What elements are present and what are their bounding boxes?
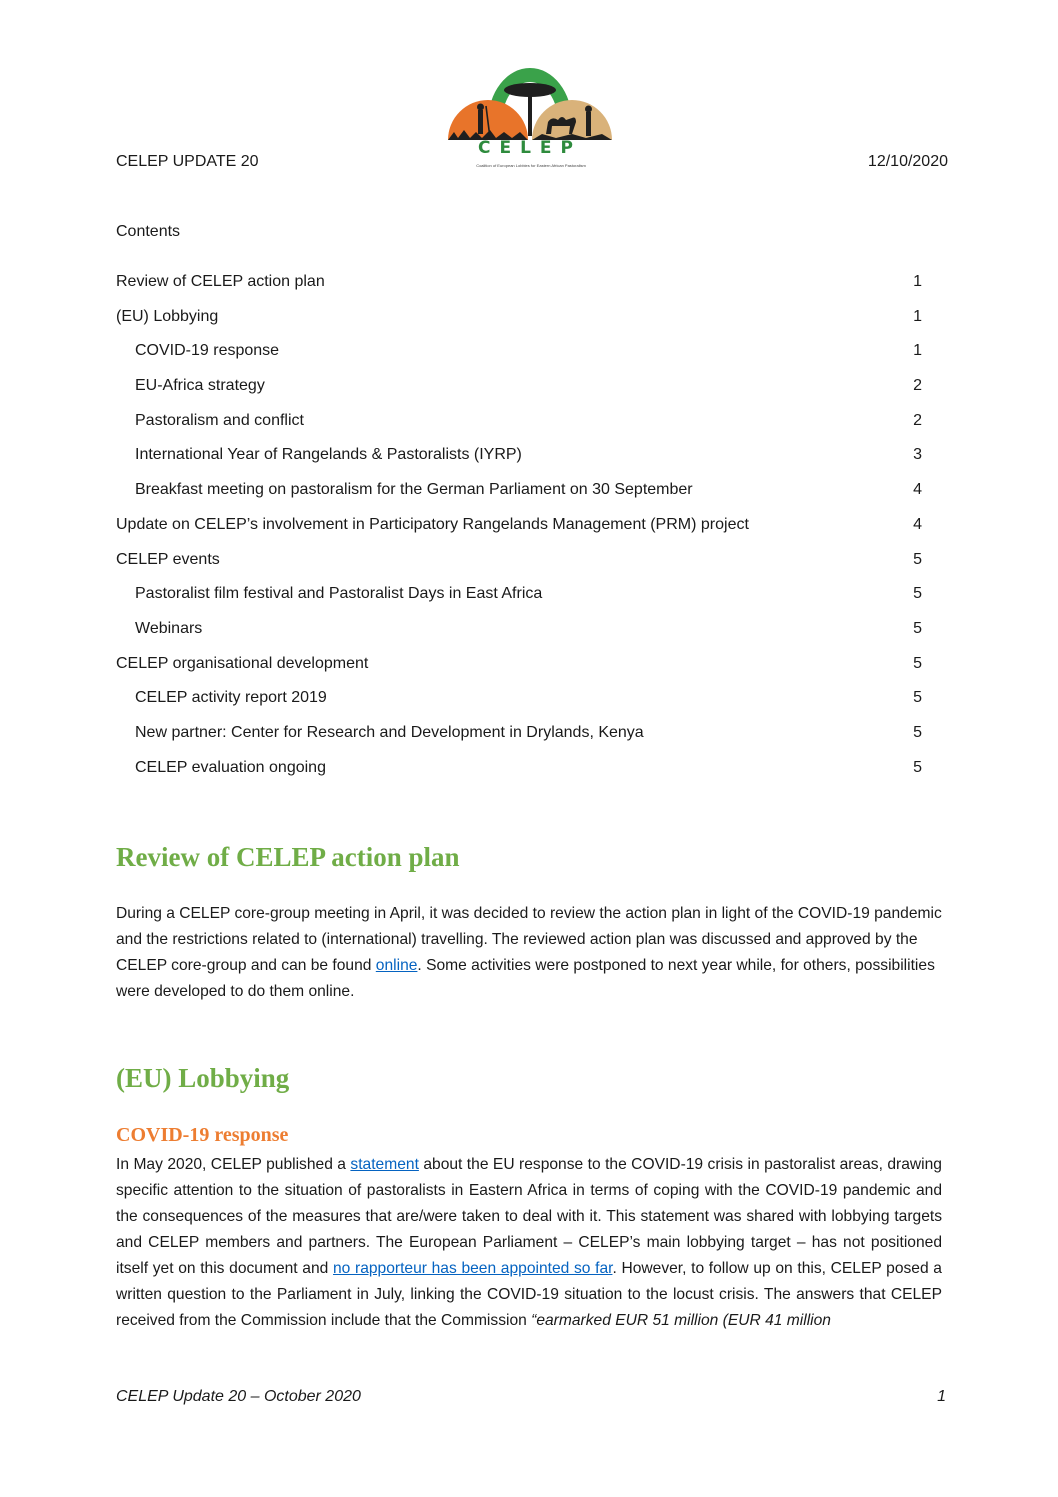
- toc-entry-label: (EU) Lobbying: [116, 307, 219, 325]
- toc-entry[interactable]: [116, 270, 922, 305]
- toc-entry-label: International Year of Rangelands & Pastoralists (IYRP): [135, 446, 522, 464]
- covid-text-1: In May 2020, CELEP published a: [116, 1156, 351, 1173]
- toc-entry-label: CELEP activity report 2019: [135, 689, 327, 707]
- logo-wordmark: CELEP: [478, 138, 582, 158]
- toc-entry-page: 5: [913, 654, 922, 672]
- toc-entry-label: CELEP evaluation ongoing: [135, 758, 326, 776]
- toc-entry[interactable]: [116, 374, 922, 409]
- toc-entry-label: Update on CELEP’s involvement in Participatory Rangelands Management (PRM) project: [116, 515, 749, 533]
- toc-entry-page: 4: [913, 481, 922, 499]
- header-title: CELEP UPDATE 20: [116, 153, 259, 170]
- toc-entry-page: 2: [913, 377, 922, 395]
- toc-entry-page: 5: [913, 619, 922, 637]
- toc-title: Contents: [116, 223, 181, 240]
- toc-entry-label: Pastoralism and conflict: [135, 411, 304, 429]
- celep-logo: [446, 62, 614, 174]
- toc-entry-label: Breakfast meeting on pastoralism for the German Parliament on 30 September: [135, 481, 693, 499]
- subheading-covid-response: COVID-19 response: [116, 1124, 289, 1146]
- toc-entry[interactable]: [116, 756, 922, 791]
- footer-title: CELEP Update 20 – October 2020: [116, 1388, 361, 1405]
- toc-entry[interactable]: [116, 652, 922, 687]
- covid-text-2: about the EU response to the COVID-19 crisis in pastoralist areas, drawing specific attention to the situation of pastoralists in Eastern Africa in terms of coping with the COVID-19 pandemic and the consequences of the measures that are/were taken to deal with it. This statement was shared with lobbying targets and CELEP members and partners. The European Parliament – CELEP’s main lobbying target – has not positioned itself yet on this document and: [116, 1156, 942, 1277]
- toc-entry-page: 5: [913, 550, 922, 568]
- review-text-1: During a CELEP core-group meeting in April, it was decided to review the action plan in light of the COVID-19 pandemic and the restrictions related to (international) travelling. The reviewed action plan was discussed and approved by the CELEP core-group and can be found: [116, 905, 942, 974]
- section-heading-lobbying: (EU) Lobbying: [116, 1063, 290, 1093]
- toc-entry-page: 1: [913, 307, 922, 325]
- toc-entry-page: 5: [913, 723, 922, 741]
- toc-entry-page: 1: [913, 342, 922, 360]
- covid-paragraph: [116, 1152, 942, 1334]
- review-text-2: . Some activities were postponed to next year while, for others, possibilities were developed to do them online.: [116, 957, 935, 1000]
- toc-entry[interactable]: [116, 478, 922, 513]
- toc-entry-page: 3: [913, 446, 922, 464]
- toc-entry-page: 1: [913, 273, 922, 290]
- toc-entry[interactable]: [116, 513, 922, 548]
- toc-entry-page: 5: [913, 689, 922, 707]
- header-date: 12/10/2020: [867, 153, 948, 170]
- toc-entry-label: Review of CELEP action plan: [116, 273, 325, 290]
- toc-entry-page: 5: [913, 758, 922, 776]
- toc-entry-label: CELEP organisational development: [116, 654, 369, 672]
- toc-entry[interactable]: [116, 305, 922, 340]
- toc-entry-label: Webinars: [135, 619, 203, 637]
- toc-entry-label: New partner: Center for Research and Development in Drylands, Kenya: [135, 723, 644, 741]
- toc-entry[interactable]: [116, 617, 922, 652]
- toc-entry-label: EU-Africa strategy: [135, 377, 265, 395]
- footer-page-number: 1: [937, 1388, 946, 1405]
- toc-entry-page: 4: [913, 515, 922, 533]
- toc-entry-label: Pastoralist film festival and Pastoralist Days in East Africa: [135, 585, 543, 603]
- toc-entry[interactable]: [116, 686, 922, 721]
- toc-entry-page: 5: [913, 585, 922, 603]
- statement-link[interactable]: statement: [350, 1156, 419, 1173]
- review-paragraph: [116, 901, 942, 1005]
- section-heading-review: Review of CELEP action plan: [116, 842, 460, 872]
- online-link[interactable]: online: [375, 957, 418, 974]
- covid-text-3: . However, to follow up on this, CELEP posed a written question to the Parliament in July, linking the COVID-19 situation to the locust crisis. The answers that CELEP received from the Commission include that the Commission: [116, 1260, 942, 1329]
- toc-entry[interactable]: [116, 582, 922, 617]
- logo-tagline: Coalition of European Lobbies for Eastern African Pastoralism: [476, 163, 586, 168]
- covid-quote: “earmarked EUR 51 million (EUR 41 million: [531, 1312, 831, 1329]
- toc-entry-label: COVID-19 response: [135, 342, 280, 360]
- toc-entry-label: CELEP events: [116, 550, 220, 568]
- toc-entry[interactable]: [116, 409, 922, 444]
- toc-entry[interactable]: [116, 339, 922, 374]
- toc-entry-page: 2: [913, 411, 922, 429]
- table-of-contents: [116, 270, 922, 790]
- no-rapporteur-link[interactable]: no rapporteur has been appointed so far: [333, 1260, 613, 1277]
- toc-entry[interactable]: [116, 443, 922, 478]
- toc-entry[interactable]: [116, 548, 922, 583]
- toc-entry[interactable]: [116, 721, 922, 756]
